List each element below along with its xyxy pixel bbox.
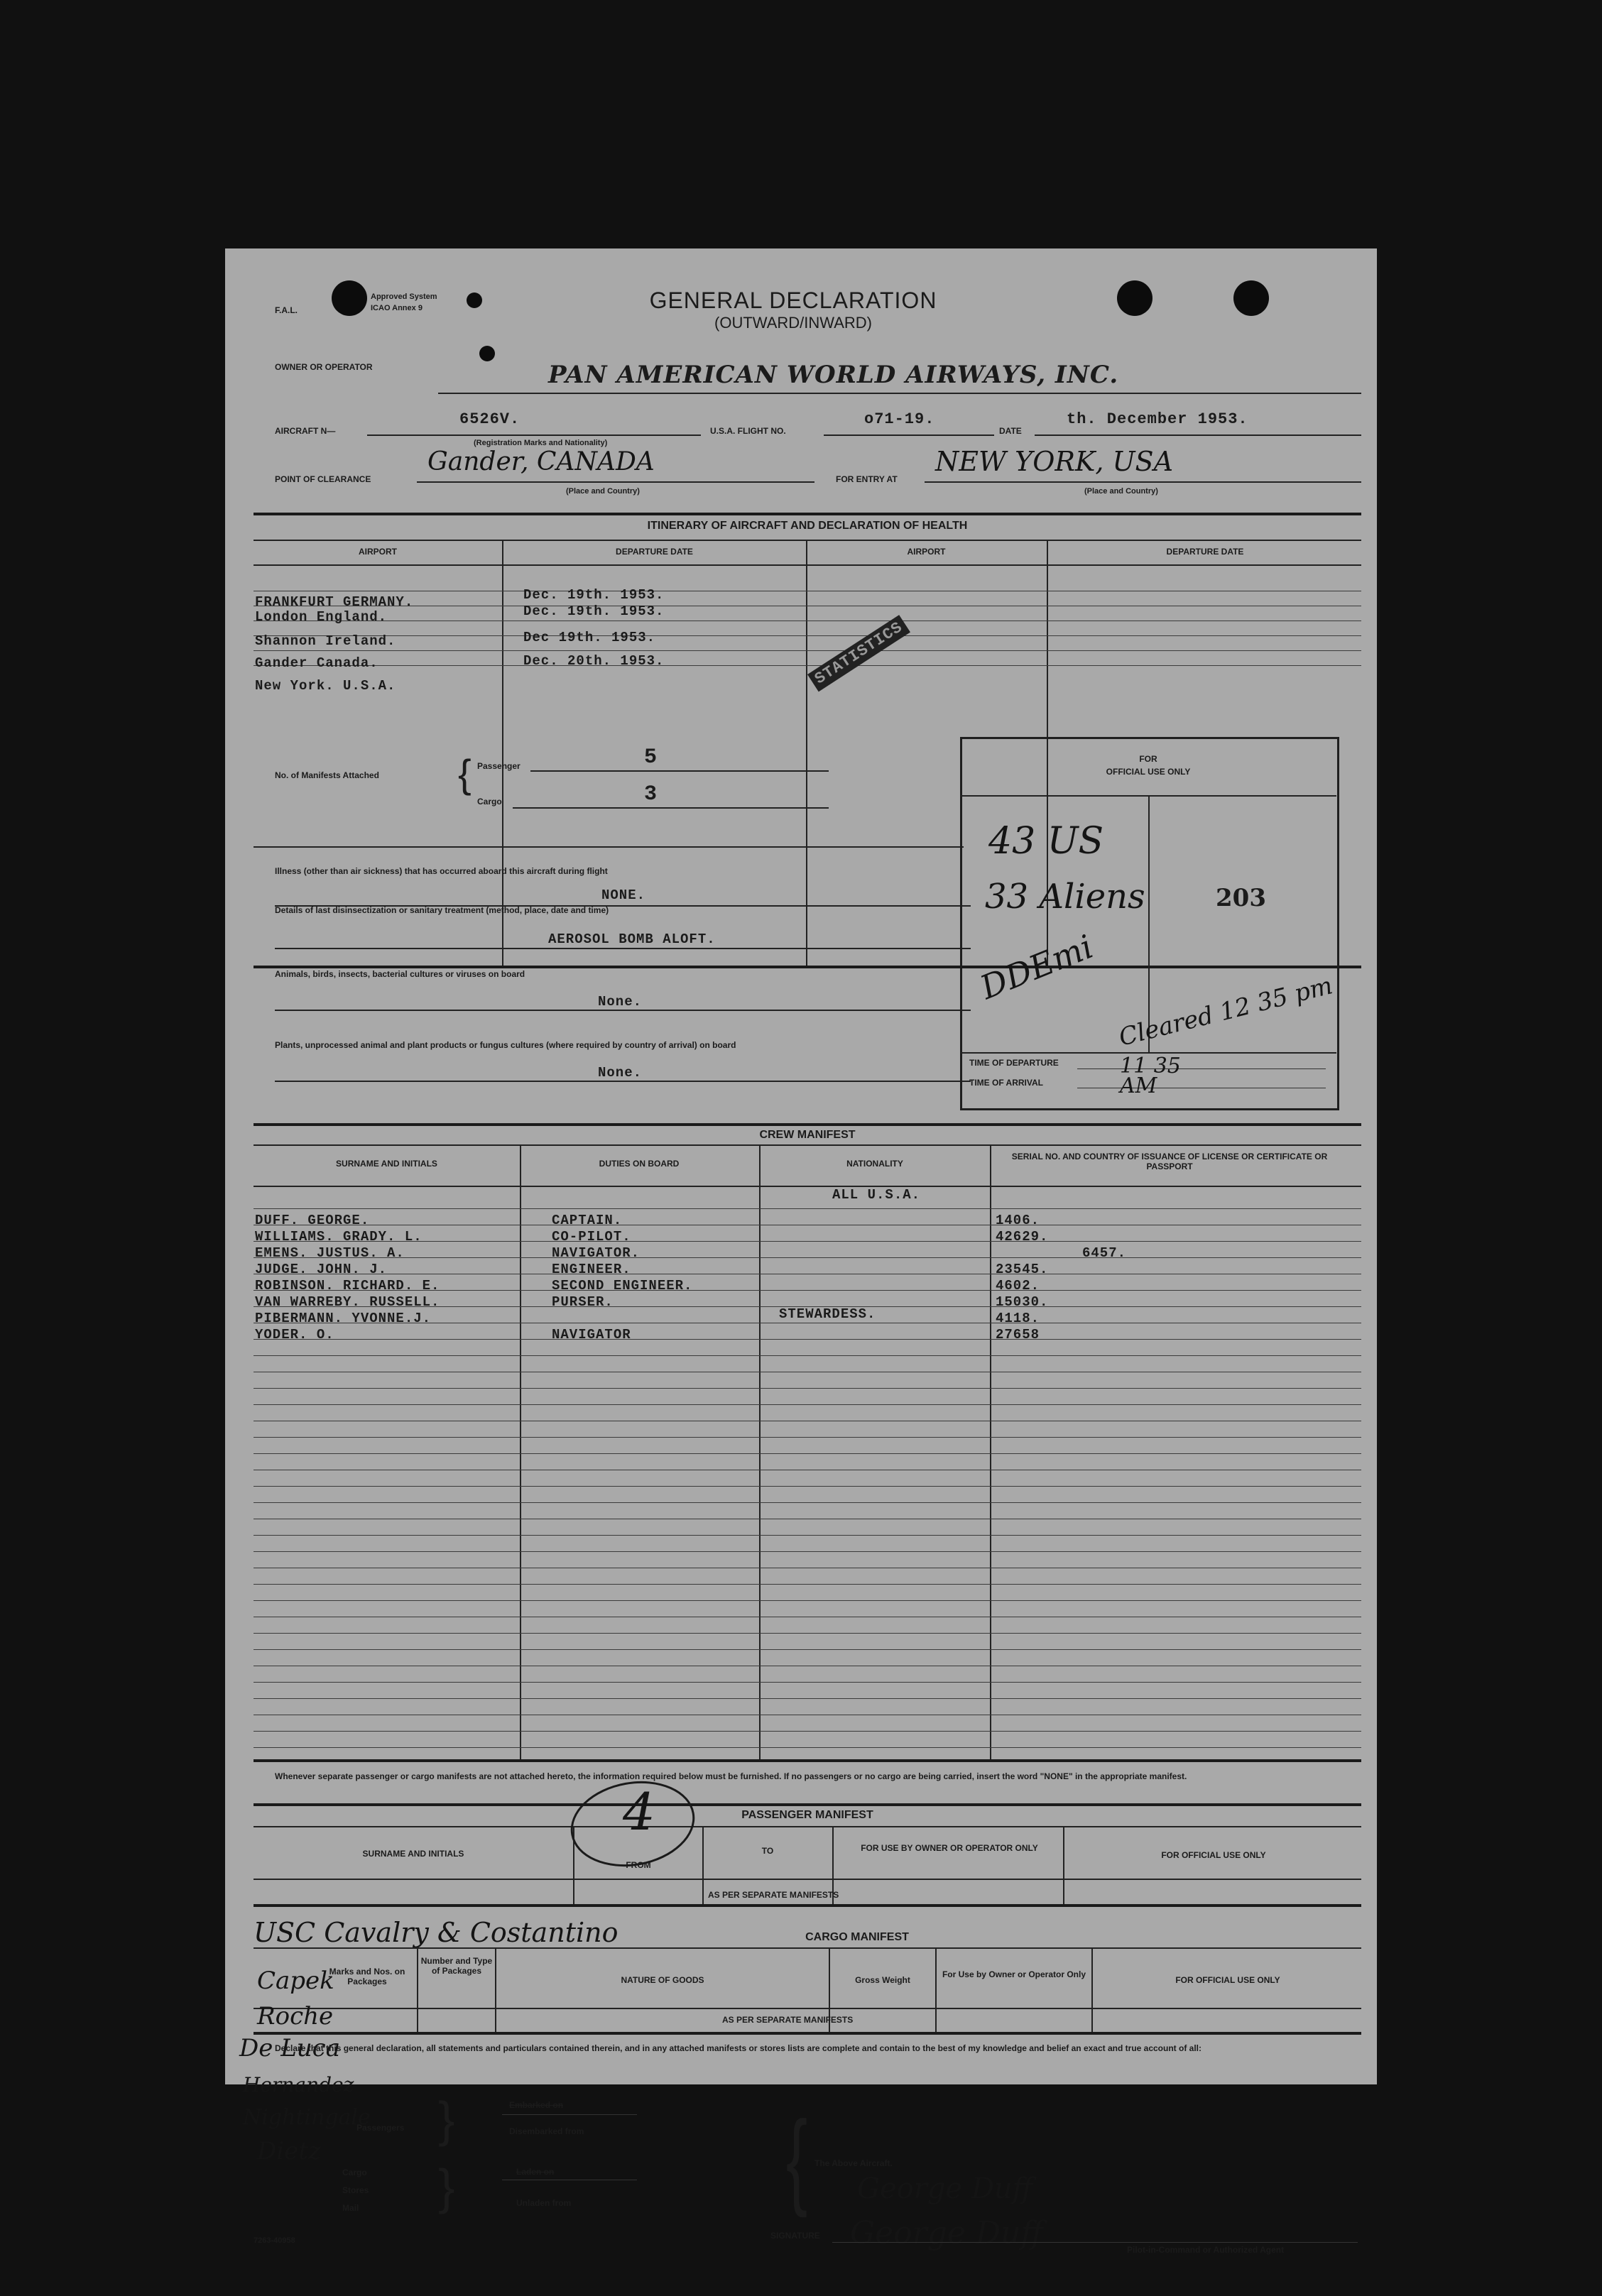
departure-time-underline xyxy=(1077,1068,1326,1069)
official-hand-initials: DDEmi xyxy=(974,926,1099,1007)
animals-value: None. xyxy=(598,994,643,1010)
row-rule xyxy=(254,650,1361,651)
cargo-header-bottom xyxy=(254,2008,1361,2009)
declaration-cargo: Cargo xyxy=(342,2167,367,2177)
form-title: GENERAL DECLARATION xyxy=(649,288,937,313)
crew-col-divider xyxy=(520,1144,521,1759)
punch-hole-icon xyxy=(1117,280,1153,316)
plants-label: Plants, unprocessed animal and plant products or fungus cultures (where required by country of arrival) on board xyxy=(275,1040,736,1050)
crew-row-duty: ENGINEER. xyxy=(552,1262,631,1277)
declaration-text: Declare that this general declaration, all statements and particulars contained therein, and in any attached manifests or stores lists are complete and contain to the best of my knowledge and belief an exact and true account of all: xyxy=(275,2043,1202,2053)
row-rule xyxy=(254,1633,1361,1634)
official-hand-aliens: 33 Aliens xyxy=(985,877,1145,917)
entry-label: FOR ENTRY AT xyxy=(836,474,898,484)
row-rule xyxy=(254,635,1361,636)
plants-value: None. xyxy=(598,1065,643,1081)
disinsect-underline xyxy=(275,948,971,949)
row-rule xyxy=(254,1257,1361,1258)
signature-first-hand: George Duff xyxy=(857,2172,1032,2205)
row-rule xyxy=(254,1747,1361,1748)
crew-row-name: JUDGE. JOHN. J. xyxy=(255,1262,388,1277)
row-rule xyxy=(254,1600,1361,1601)
row-rule xyxy=(254,1649,1361,1650)
crew-row-duty: NAVIGATOR. xyxy=(552,1245,641,1261)
clearance-label: POINT OF CLEARANCE xyxy=(275,474,371,484)
owner-label: OWNER OR OPERATOR xyxy=(275,362,373,372)
itinerary-row-airport: New York. U.S.A. xyxy=(255,678,396,694)
passenger-title: PASSENGER MANIFEST xyxy=(741,1809,873,1821)
crew-row-serial: 4602. xyxy=(996,1278,1040,1294)
row-rule xyxy=(254,1404,1361,1405)
crew-row-name: EMENS. JUSTUS. A. xyxy=(255,1245,405,1261)
itinerary-row-date: Dec. 19th. 1953. xyxy=(523,587,665,603)
passenger-header-name: SURNAME AND INITIALS xyxy=(362,1849,464,1859)
cargo-count-value: 3 xyxy=(644,782,658,807)
cargo-count-label: Cargo xyxy=(477,797,502,807)
brace-icon: { xyxy=(458,751,472,796)
row-rule xyxy=(254,1698,1361,1699)
aircraft-label: AIRCRAFT N— xyxy=(275,426,336,436)
aircraft-sublabel: (Registration Marks and Nationality) xyxy=(474,439,608,447)
passenger-header-owner: FOR USE BY OWNER OR OPERATOR ONLY xyxy=(861,1843,1038,1853)
row-rule xyxy=(254,1453,1361,1454)
animals-underline xyxy=(275,1010,971,1011)
crew-row-serial: 6457. xyxy=(1082,1245,1127,1261)
declaration-laden: Laden on xyxy=(516,2167,555,2177)
row-rule xyxy=(254,1731,1361,1732)
punch-hole-icon xyxy=(1233,280,1269,316)
official-divider xyxy=(1148,795,1150,1052)
crew-header-nationality: NATIONALITY xyxy=(846,1159,903,1169)
crew-title: CREW MANIFEST xyxy=(759,1129,856,1141)
date-value: th. December 1953. xyxy=(1067,410,1248,428)
illness-value: NONE. xyxy=(601,887,646,903)
row-rule xyxy=(254,1486,1361,1487)
passenger-circled-number: 4 xyxy=(623,1782,655,1842)
animals-label: Animals, birds, insects, bacterial cultures or viruses on board xyxy=(275,969,525,979)
passenger-count-underline xyxy=(530,770,829,772)
owner-underline xyxy=(438,393,1361,394)
official-title-line1: FOR xyxy=(1139,754,1157,764)
cargo-count-underline xyxy=(513,807,829,809)
arrival-time-label: TIME OF ARRIVAL xyxy=(969,1078,1043,1088)
passenger-header-to: TO xyxy=(761,1846,774,1856)
crew-bottom-rule xyxy=(254,1759,1361,1762)
signature-hand: George Duff xyxy=(850,2215,1043,2251)
row-rule xyxy=(254,1502,1361,1503)
statistics-stamp: STATISTICS xyxy=(807,615,910,691)
cargo-hand-name: Roche xyxy=(257,2002,334,2030)
form-number: 7263-40958 xyxy=(254,2236,295,2245)
crew-header-name: SURNAME AND INITIALS xyxy=(336,1159,437,1169)
row-rule xyxy=(254,1535,1361,1536)
itinerary-header-airport: AIRPORT xyxy=(359,547,397,557)
cargo-header-weight: Gross Weight xyxy=(855,1975,910,1985)
crew-header-top xyxy=(254,1144,1361,1146)
itinerary-title: ITINERARY OF AIRCRAFT AND DECLARATION OF HEALTH xyxy=(647,520,968,532)
clearance-sublabel: (Place and Country) xyxy=(566,487,640,496)
cargo-title: CARGO MANIFEST xyxy=(805,1931,909,1943)
declaration-above-aircraft: The Above Aircraft. xyxy=(814,2158,893,2168)
passenger-count-label: Passenger xyxy=(477,761,521,771)
flight-label: U.S.A. FLIGHT NO. xyxy=(710,426,786,436)
crew-row-name: ROBINSON. RICHARD. E. xyxy=(255,1278,440,1294)
crew-row-duty: NAVIGATOR xyxy=(552,1327,631,1343)
entry-value: NEW YORK, USA xyxy=(935,446,1174,477)
cargo-header-official: FOR OFFICIAL USE ONLY xyxy=(1175,1975,1280,1985)
crew-row-name: WILLIAMS. GRADY. L. xyxy=(255,1229,423,1245)
itinerary-row-airport: Gander Canada. xyxy=(255,655,378,671)
crew-row-duty: PURSER. xyxy=(552,1294,614,1310)
declaration-embarked: Embarked on xyxy=(509,2100,564,2110)
passenger-col-divider xyxy=(1063,1826,1064,1904)
crew-nationality: ALL U.S.A. xyxy=(832,1187,921,1203)
itinerary-top-rule xyxy=(254,513,1361,515)
crew-row-serial: 27658 xyxy=(996,1327,1040,1343)
itinerary-row-airport: Shannon Ireland. xyxy=(255,633,396,649)
clearance-underline xyxy=(417,481,814,483)
itinerary-col-divider xyxy=(806,540,807,966)
illness-label: Illness (other than air sickness) that has occurred aboard this aircraft during flight xyxy=(275,866,608,876)
passenger-header-from: FROM xyxy=(626,1860,651,1870)
cargo-header-goods: NATURE OF GOODS xyxy=(621,1975,704,1985)
approved-system-label: Approved System xyxy=(371,293,437,301)
entry-sublabel: (Place and Country) xyxy=(1084,487,1158,496)
clearance-value: Gander, CANADA xyxy=(427,447,655,476)
manifests-label: No. of Manifests Attached xyxy=(275,770,379,780)
declaration-passengers: Passengers xyxy=(356,2123,405,2133)
signature-underline xyxy=(832,2242,1358,2243)
official-hand-us: 43 US xyxy=(988,820,1104,863)
aircraft-underline xyxy=(367,434,701,436)
passenger-header-bottom xyxy=(254,1879,1361,1880)
date-underline xyxy=(1035,434,1361,436)
crew-header-bottom xyxy=(254,1186,1361,1187)
itinerary-row-date: Dec. 19th. 1953. xyxy=(523,603,665,619)
official-number: 203 xyxy=(1216,884,1266,912)
crew-header-duty: DUTIES ON BOARD xyxy=(599,1159,680,1169)
form-subtitle: (OUTWARD/INWARD) xyxy=(714,314,872,332)
passenger-header-top xyxy=(254,1826,1361,1827)
cargo-separate: AS PER SEPARATE MANIFESTS xyxy=(722,2015,854,2025)
form-paper xyxy=(225,248,1377,2255)
crew-row-name: PIBERMANN. YVONNE.J. xyxy=(255,1311,432,1326)
crew-row-serial: 4118. xyxy=(996,1311,1040,1326)
crew-row-nationality: STEWARDESS. xyxy=(779,1306,876,1322)
itinerary-header-date: DEPARTURE DATE xyxy=(616,547,693,557)
passenger-bottom-rule xyxy=(254,1904,1361,1907)
pilot-label: Pilot-in-Command or Authorized Agent xyxy=(1127,2245,1285,2255)
flight-underline xyxy=(824,434,994,436)
itinerary-header-airport-2: AIRPORT xyxy=(907,547,946,557)
cargo-hand-name: Hernandez xyxy=(243,2073,354,2097)
disinsect-label: Details of last disinsectization or sanitary treatment (method, place, date and time) xyxy=(275,905,609,915)
cargo-bottom-rule xyxy=(254,2032,1361,2035)
crew-col-divider xyxy=(990,1144,991,1759)
itinerary-header-bottom xyxy=(254,564,1361,566)
itinerary-header-top xyxy=(254,540,1361,541)
official-title-line2: OFFICIAL USE ONLY xyxy=(1106,767,1191,777)
crew-row-name: DUFF. GEORGE. xyxy=(255,1213,370,1228)
disinsect-value: AEROSOL BOMB ALOFT. xyxy=(548,931,716,947)
cargo-hand-name: Nightingale xyxy=(243,2105,371,2130)
declaration-unladen: Unladen from xyxy=(516,2198,572,2208)
crew-row-name: YODER. O. xyxy=(255,1327,334,1343)
crew-row-serial: 1406. xyxy=(996,1213,1040,1228)
row-rule xyxy=(254,1388,1361,1389)
declaration-disembarked: Disembarked from xyxy=(509,2126,584,2136)
cargo-hand-name: Dietz xyxy=(257,2137,321,2165)
punch-hole-icon xyxy=(467,293,482,308)
cargo-col-divider xyxy=(495,1947,496,2032)
departure-time-label: TIME OF DEPARTURE xyxy=(969,1058,1059,1068)
itinerary-header-date-2: DEPARTURE DATE xyxy=(1166,547,1244,557)
punch-hole-icon xyxy=(332,280,367,316)
row-rule xyxy=(254,1339,1361,1340)
manifest-note: Whenever separate passenger or cargo manifests are not attached hereto, the information required below must be furnished. If no passengers or no cargo are being carried, insert the word "NONE" in the appropriate manifest. xyxy=(275,1771,1187,1781)
itinerary-row-date: Dec. 20th. 1953. xyxy=(523,653,665,669)
crew-row-name: VAN WARREBY. RUSSELL. xyxy=(255,1294,440,1310)
cargo-hand-name: De Luca xyxy=(239,2034,340,2062)
passenger-separate: AS PER SEPARATE MANIFESTS xyxy=(708,1890,839,1900)
row-rule xyxy=(254,665,1361,666)
crew-row-duty: CAPTAIN. xyxy=(552,1213,623,1228)
crew-top-rule xyxy=(254,1123,1361,1126)
cargo-col-divider xyxy=(935,1947,937,2032)
embarked-underline xyxy=(502,2114,637,2115)
crew-row-serial: 42629. xyxy=(996,1229,1049,1245)
date-label: DATE xyxy=(999,426,1022,436)
itinerary-row-date: Dec 19th. 1953. xyxy=(523,630,656,645)
passenger-top-rule xyxy=(254,1803,1361,1806)
cargo-hand-name: Capek xyxy=(257,1967,334,1995)
passenger-header-official: FOR OFFICIAL USE ONLY xyxy=(1161,1850,1266,1860)
row-rule xyxy=(254,1682,1361,1683)
declaration-stores: Stores xyxy=(342,2185,369,2195)
fal-label: F.A.L. xyxy=(275,305,298,315)
row-rule xyxy=(254,1437,1361,1438)
itinerary-row-airport: FRANKFURT GERMANY. xyxy=(255,594,414,610)
crew-row-duty: CO-PILOT. xyxy=(552,1229,631,1245)
crew-row-serial: 23545. xyxy=(996,1262,1049,1277)
crew-row-serial: 15030. xyxy=(996,1294,1049,1310)
cargo-header-top xyxy=(254,1947,1361,1949)
cargo-header-owner: For Use by Owner or Operator Only xyxy=(942,1969,1086,1979)
owner-value: PAN AMERICAN WORLD AIRWAYS, INC. xyxy=(548,361,1119,389)
crew-header-serial: SERIAL NO. AND COUNTRY OF ISSUANCE OF LICENSE OR CERTIFICATE OR PASSPORT xyxy=(1011,1152,1328,1171)
row-rule xyxy=(254,1355,1361,1356)
icao-annex-label: ICAO Annex 9 xyxy=(371,304,423,312)
itinerary-col-divider xyxy=(502,540,503,966)
signature-label: SIGNATURE xyxy=(770,2231,820,2241)
brace-icon: } xyxy=(438,2092,455,2147)
crew-row-duty: SECOND ENGINEER. xyxy=(552,1278,693,1294)
declaration-mail: Mail xyxy=(342,2203,359,2213)
health-rule xyxy=(254,846,964,848)
brace-icon: } xyxy=(438,2159,455,2214)
row-rule xyxy=(254,1584,1361,1585)
passenger-count-value: 5 xyxy=(644,745,658,770)
aircraft-value: 6526V. xyxy=(459,410,521,428)
cargo-header-packages: Number and Type of Packages xyxy=(420,1956,493,1976)
flight-value: o71-19. xyxy=(864,410,935,428)
cargo-hand-note: USC Cavalry & Costantino xyxy=(254,1917,619,1948)
row-rule xyxy=(254,1551,1361,1552)
cargo-col-divider xyxy=(1091,1947,1093,2032)
entry-underline xyxy=(925,481,1361,483)
itinerary-row-airport: London England. xyxy=(255,609,388,625)
plants-underline xyxy=(275,1081,971,1082)
passenger-col-divider xyxy=(702,1826,704,1904)
crew-col-divider xyxy=(759,1144,761,1759)
punch-hole-icon xyxy=(479,346,495,361)
brace-icon: { xyxy=(786,2099,808,2218)
row-rule xyxy=(254,1208,1361,1209)
arrival-time-value: 11 35 AM xyxy=(1120,1054,1181,1098)
cargo-header-marks: Marks and Nos. on Packages xyxy=(329,1967,405,1986)
official-cleared: Cleared 12 35 pm xyxy=(1116,971,1336,1052)
